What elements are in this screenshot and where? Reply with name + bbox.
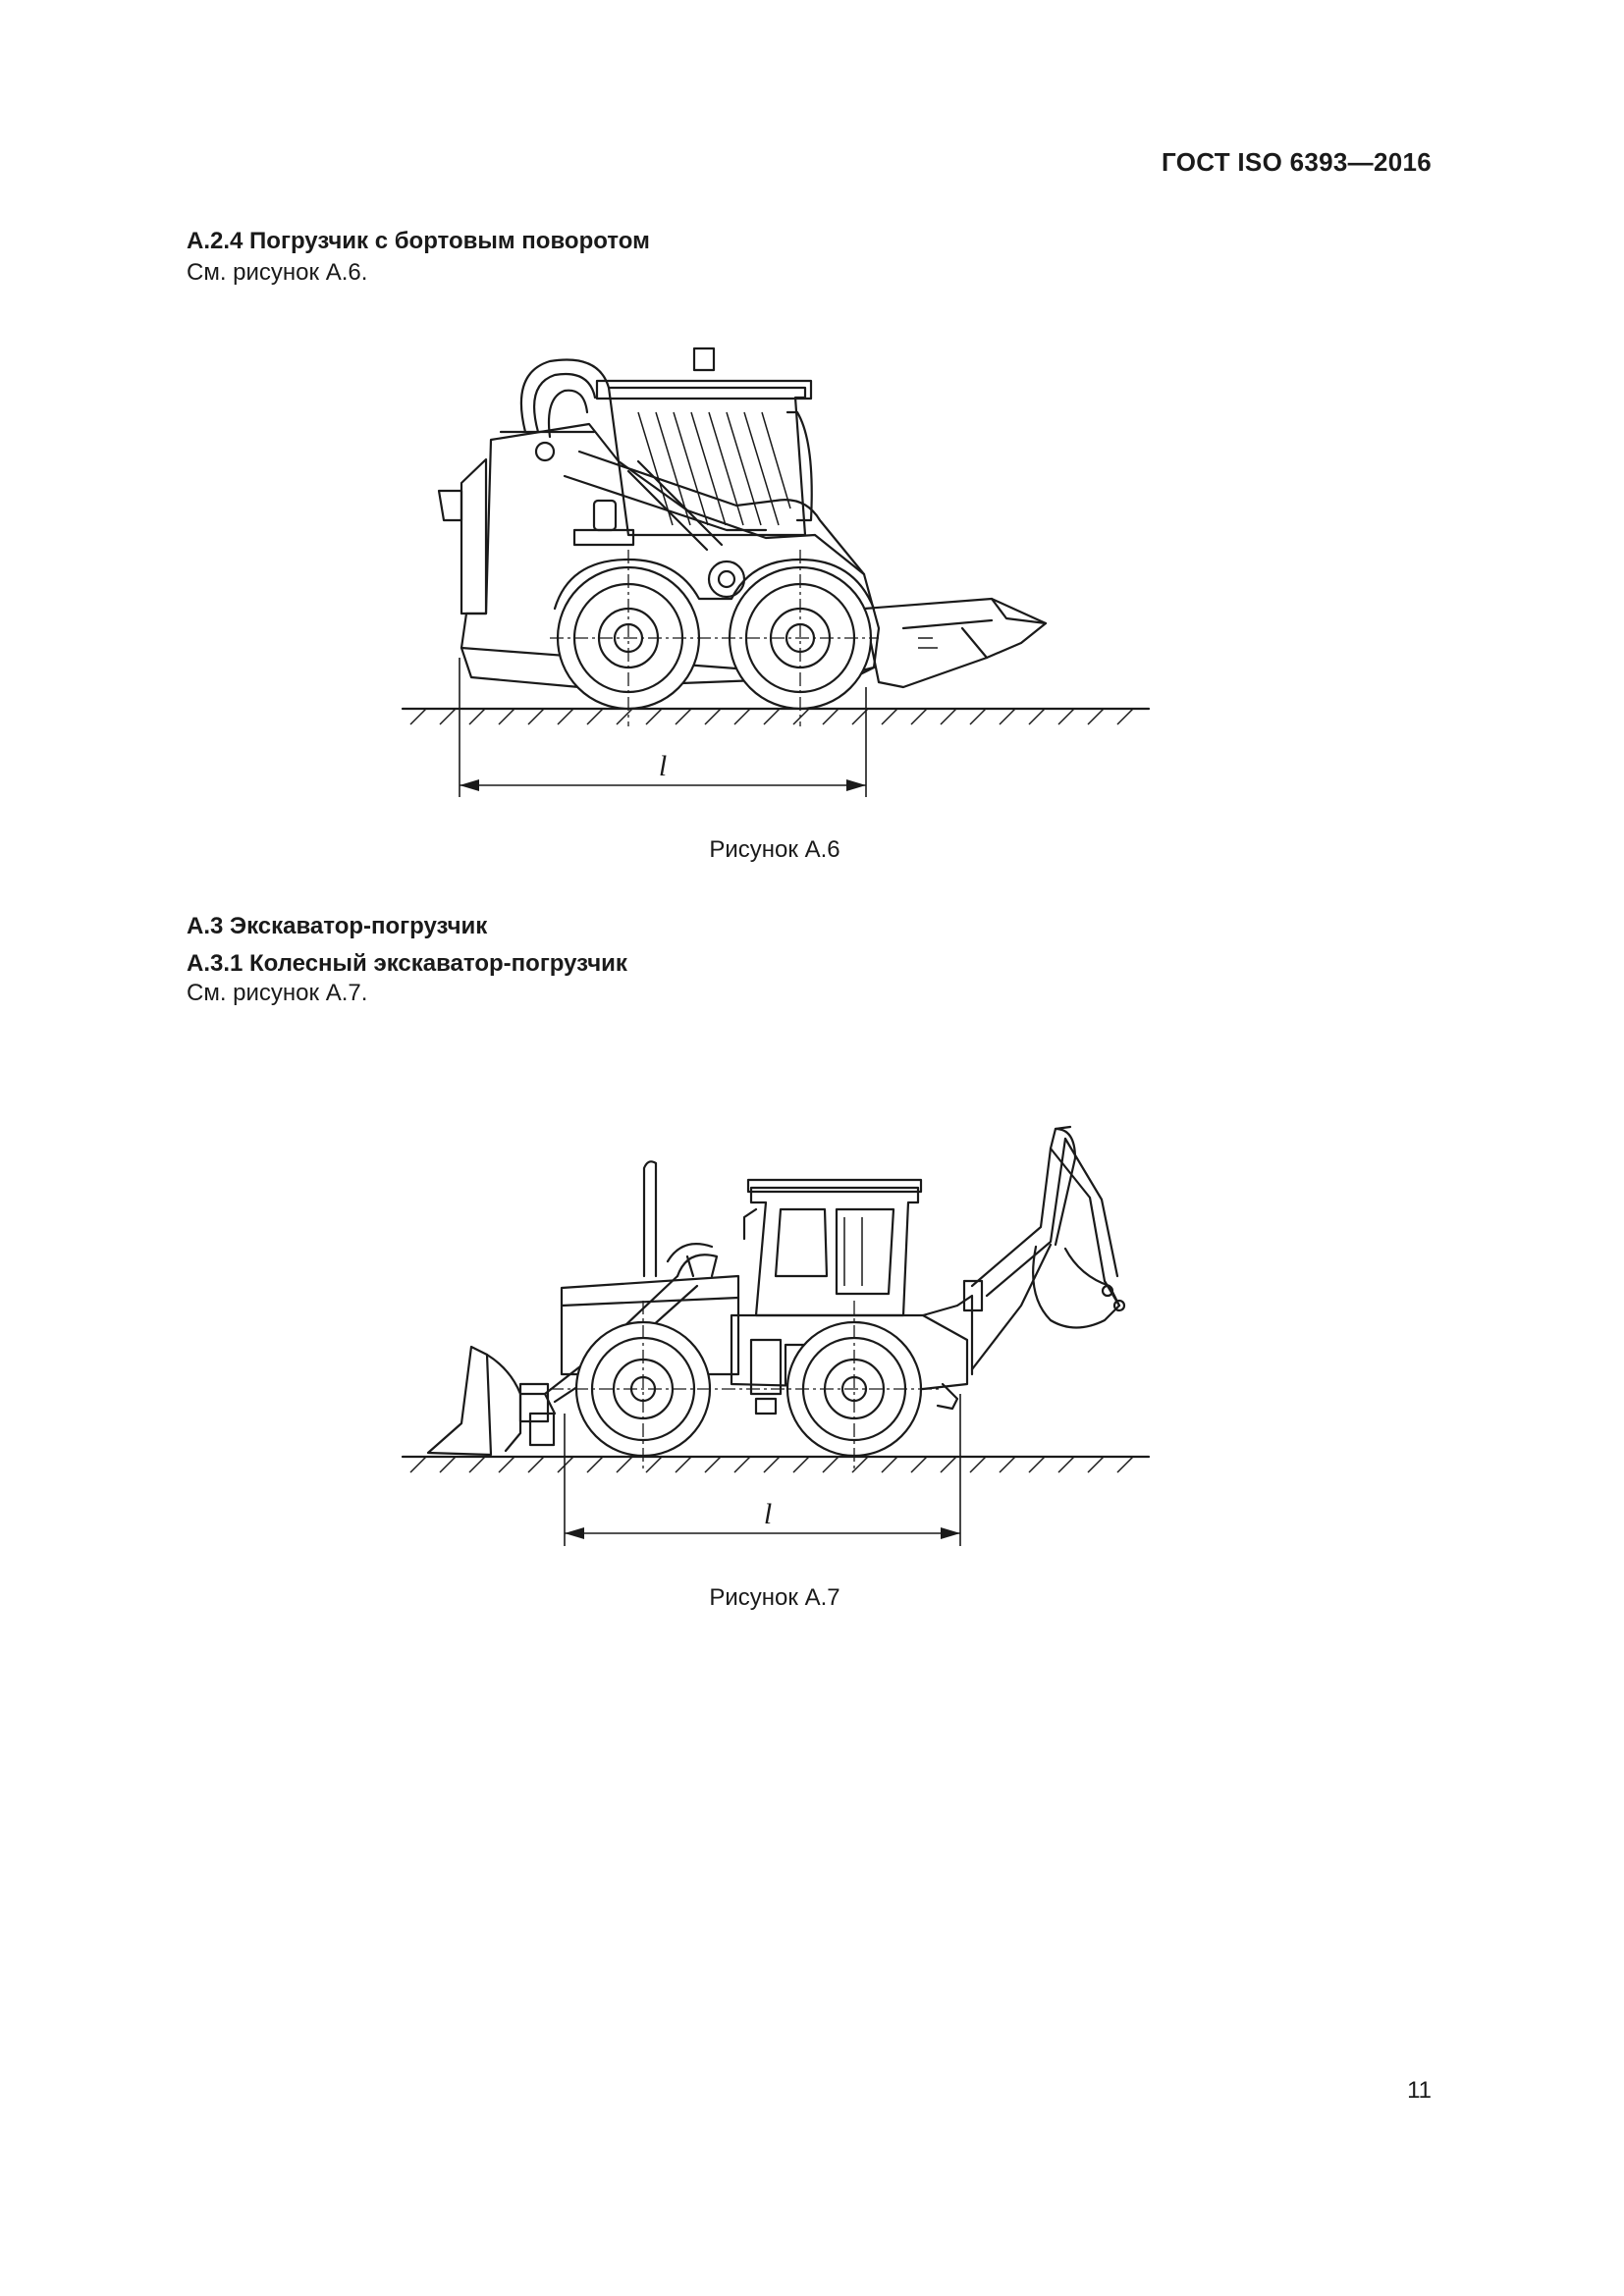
- document-header: ГОСТ ISO 6393—2016: [1162, 147, 1432, 177]
- ground-line: [403, 709, 1149, 724]
- figure-caption-a7: Рисунок А.7: [709, 1584, 840, 1611]
- dimension-label: l: [658, 750, 668, 782]
- section-heading-a3: А.3 Экскаватор-погрузчик: [187, 913, 488, 939]
- ground-line: [403, 1457, 1149, 1472]
- figure-caption-a6: Рисунок А.6: [709, 836, 840, 863]
- skid-steer-loader-drawing: [439, 348, 1046, 709]
- figure-reference-a7: См. рисунок А.7.: [187, 980, 368, 1006]
- section-heading-a31: А.3.1 Колесный экскаватор-погрузчик: [187, 950, 627, 977]
- dimension-label: l: [763, 1498, 773, 1530]
- page-number: 11: [1407, 2077, 1432, 2104]
- figure-reference-a6: См. рисунок А.6.: [187, 259, 368, 286]
- backhoe-loader-drawing: [428, 1127, 1124, 1456]
- figure-a6-skid-steer-loader: [0, 324, 1624, 815]
- section-heading-a24: А.2.4 Погрузчик с бортовым поворотом: [187, 228, 650, 254]
- figure-a7-backhoe-loader: [0, 1050, 1624, 1571]
